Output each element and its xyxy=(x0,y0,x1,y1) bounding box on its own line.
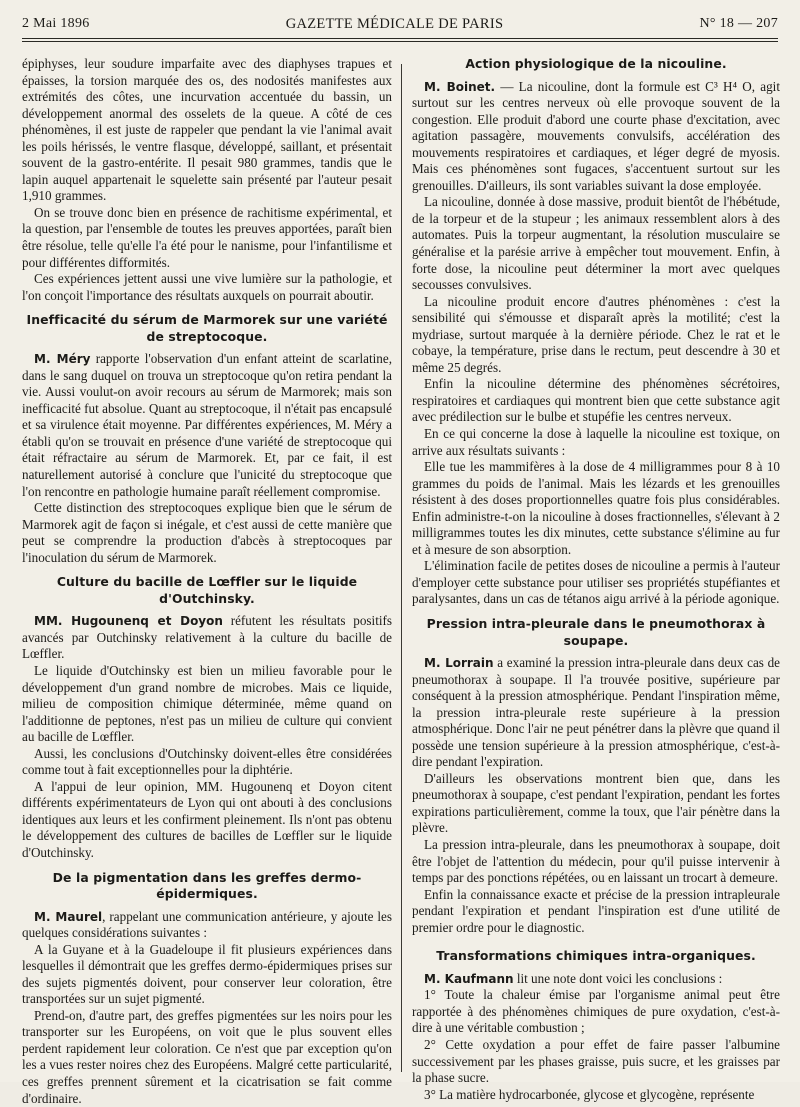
author-name: MM. Hugounenq et Doyon xyxy=(34,614,223,629)
paragraph: A la Guyane et à la Guadeloupe il fit plusieurs expériences dans lesquelles il démontrait que les greffes dermo-épidermiques prises sur des sujets pigmentés doivent, pour conserver leur coloration, être transportées sur un sujet pigmenté. xyxy=(22,941,392,1007)
paragraph: A l'appui de leur opinion, MM. Hugounenq et Doyon citent différents expérimentateurs de Lyon qui ont abouti à des conclusions identiques aux leurs et les confirment pleinement. Ils n'ont pas obtenu le développement des cultures de bacilles de Lœffler sur le liquide d'Outchinsky. xyxy=(22,778,392,860)
paragraph: En ce qui concerne la dose à laquelle la nicouline est toxique, on arrive aux résultats suivants : xyxy=(412,425,780,458)
section-heading: Inefficacité du sérum de Marmorek sur une variété de streptocoque. xyxy=(26,312,388,344)
author-name: M. Lorrain xyxy=(424,656,494,670)
paragraph: 2° Cette oxydation a pour effet de faire passer l'albumine successivement par les phases graisse, puis sucre, et les graisses par la phase sucre. xyxy=(412,1036,780,1086)
paragraph xyxy=(22,351,392,500)
section-heading: Pression intra-pleurale dans le pneumothorax à soupape. xyxy=(426,616,766,648)
paragraph: Enfin la nicouline détermine des phénomènes sécrétoires, respiratoires et cardiaques qui montrent bien que cette substance agit avec prédilection sur le bulbe et stupéfie les centres nerveux. xyxy=(412,376,780,425)
paragraph: Elle tue les mammifères à la dose de 4 milligrammes pour 8 à 10 grammes du poids de l'animal. Mais les lézards et les grenouilles résistent à des doses proportionnelles quatre fois plus considérables. Enfin administre-t-on la nicouline à doses fractionnelles, s'élevant à 2 milligrammes toutes les dix minutes, cette substance s'élimine au fur et à mesure de son absorption. xyxy=(412,459,780,557)
author-name: M. Kaufmann xyxy=(424,971,514,986)
paragraph: 1° Toute la chaleur émise par l'organisme animal peut être rapportée à des phénomènes chimiques de pure oxydation, c'est-à-dire à une véritable combustion ; xyxy=(412,987,780,1036)
left-column xyxy=(22,56,392,1107)
paragraph: épiphyses, leur soudure imparfaite avec des diaphyses trapues et épaisses, la torsion marquée des os, des nodosités manifestes aux extrémités des côtes, une incurvation accentuée du bassin, un développement anormal des osselets de la queue. A côté de ces phénomènes, il est juste de rappeler que pendant la vie l'animal avait les poils hérissés, le ventre flasque, développé, saillant, et présentait souvent de la gastro-entérite. Il pesait 980 grammes, tandis que le lapin auquel appartenait le squelette sain présenté par l'auteur pesait 1,910 grammes. xyxy=(22,56,392,204)
paragraph xyxy=(412,655,780,771)
paragraph: La pression intra-pleurale, dans les pneumothorax à soupape, doit être l'objet de l'attention du médecin, pour qu'il puisse intervenir à temps par des ponctions répétées, ou en laissant un trocart à demeure. xyxy=(412,837,780,886)
paragraph-text: , rappelant une communication antérieure, y ajoute les quelques considérations suivantes : xyxy=(22,908,393,941)
author-name: M. Maurel xyxy=(34,909,103,924)
author-name: M. Boinet. xyxy=(424,79,496,94)
paragraph: On se trouve donc bien en présence de rachitisme expérimental, et la question, par l'ensemble de toutes les preuves apportées, paraît bien être résolue, telle qu'elle l'a été pour le nanisme, pour l'infantilisme et pour différentes difformités. xyxy=(22,204,392,270)
paragraph: Cette distinction des streptocoques explique bien que le sérum de Marmorek agit de façon si inégale, et c'est aussi de cette manière que peut se comprendre la production d'abcès à streptocoques par l'inoculation du sérum de Marmorek. xyxy=(22,500,392,565)
paragraph: Enfin la connaissance exacte et précise de la pression intrapleurale pendant l'expiration et pendant l'inspiration est d'une utilité de premier ordre pour le diagnostic. xyxy=(412,886,780,935)
paragraph-text: — La nicouline, dont la formule est C³ H⁴ O, agit surtout sur les centres nerveux où elle provoque souvent de la congestion. Elle produit d'abord une courte phase d'excitation, avec agitation passagère, mouvements convulsifs, accélération des mouvements respiratoires et cardiaques, et léger degré de myosis. Mais ces phénomènes sont fugaces, s'accentuent surtout sur les grenouilles. D'ailleurs, ils sont variables suivant la dose employée. xyxy=(412,78,780,193)
right-column xyxy=(412,56,780,1103)
paragraph: Ces expériences jettent aussi une vive lumière sur la pathologie, et l'on conçoit l'importance des résultats auxquels on pourrait aboutir. xyxy=(22,271,392,303)
section-heading: Transformations chimiques intra-organiques. xyxy=(436,948,756,964)
paragraph-text: a examiné la pression intra-pleurale dans deux cas de pneumothorax à soupape. Il l'a trouvée positive, supérieure par conséquent à la pression atmosphérique. Pendant l'inspiration même, la pression intra-pleurale reste supérieure à la pression atmosphérique. Donc l'air ne peut pénétrer dans la plèvre que quand il possède une tension supérieure à la pression atmosphérique, c'est-à-dire pendant l'expiration. xyxy=(412,655,780,770)
issue-date: 2 Mai 1896 xyxy=(22,16,90,31)
section-heading: Action physiologique de la nicouline. xyxy=(465,56,727,71)
paragraph: Aussi, les conclusions d'Outchinsky doivent-elles être considérées comme tout à fait exceptionnelles pour la diphtérie. xyxy=(22,745,392,778)
paragraph xyxy=(22,909,392,942)
paragraph: La nicouline produit encore d'autres phénomènes : c'est la sensibilité qui s'émousse et disparaît après la motilité; c'est la mydriase, surtout marquée à la dernière période. Chez le rat et le cobaye, la température, prise dans le rectum, peut descendre à 30 et même 25 degrés. xyxy=(412,293,780,375)
paragraph: Le liquide d'Outchinsky est bien un milieu favorable pour le développement d'un grand nombre de microbes. Mais ce liquide, milieu de composition chimique déterminée, même quand on l'additionne de peptones, n'est pas un milieu de culture qui convient au bacille de Lœffler. xyxy=(22,662,392,745)
paragraph: La nicouline, donnée à dose massive, produit bientôt de l'hébétude, de la torpeur et de la stupeur ; les animaux ressemblent alors à des automates. Puis la torpeur augmentant, la résolution musculaire se généralise et la parésie arrive à empêcher tout mouvement. Enfin, à forte dose, la nicouline peut déterminer la mort avec quelques secousses convulsives. xyxy=(412,194,780,293)
paragraph xyxy=(22,613,392,663)
section-heading: Culture du bacille de Lœffler sur le liquide d'Outchinsky. xyxy=(56,574,358,606)
paragraph: L'élimination facile de petites doses de nicouline a permis à l'auteur d'employer cette substance pour utiliser ses propriétés stupéfiantes et paralysantes, dans un cas de tétanos aigu arrivé à la période agonique. xyxy=(412,558,780,607)
paragraph-text: lit une note dont voici les conclusions : xyxy=(513,970,723,986)
paragraph: 3° La matière hydrocarbonée, glycose et glycogène, représente xyxy=(424,1086,755,1102)
section-heading: De la pigmentation dans les greffes dermo-épidermiques. xyxy=(52,869,362,902)
journal-title: GAZETTE MÉDICALE DE PARIS xyxy=(285,15,504,32)
paragraph-text: réfutent les résultats positifs avancés par Outchinsky relativement à la culture du bacille de Lœffler. xyxy=(22,613,392,662)
paragraph xyxy=(412,79,780,195)
header-rule xyxy=(22,38,778,42)
column-divider xyxy=(401,64,402,1072)
running-head xyxy=(22,12,778,36)
paragraph-text: rapporte l'observation d'un enfant atteint de scarlatine, dans le sang duquel on trouva un streptocoque qu'on retira pendant la vie. Aussi voulut-on avoir recours au sérum de Marmorek; mais son inefficacité fut absolue. Quant au streptocoque, il n'était pas encapsulé et sa virulence était moyenne. Par différentes expériences, M. Méry a établi qu'on se trouvait en présence d'une variété de streptocoque qui était réfractaire au sérum de Marmorek. Et, par ce fait, il est naturellement autorisé à conclure que l'unicité du streptocoque que l'on rencontre en pathologie humaine paraît réellement compromise. xyxy=(22,351,392,499)
author-name: M. Méry xyxy=(34,352,91,367)
paragraph: D'ailleurs les observations montrent bien que, dans les pneumothorax à soupape, c'est pendant l'expiration, pendant les fortes expirations particulièrement, comme la toux, que l'air pénètre dans la plèvre. xyxy=(412,770,780,836)
issue-page-number: N° 18 — 207 xyxy=(699,16,778,31)
paragraph xyxy=(412,971,780,988)
paragraph: Prend-on, d'autre part, des greffes pigmentées sur les noirs pour les transporter sur les Européens, on voit que le plus souvent elles perdent rapidement leur coloration. Ce n'est que par exception qu'on les a vues rester noires chez des Européens. Malgré cette particularité, ces greffes prennent sûrement et la cicatrisation se fait comme d'ordinaire. xyxy=(22,1007,392,1106)
